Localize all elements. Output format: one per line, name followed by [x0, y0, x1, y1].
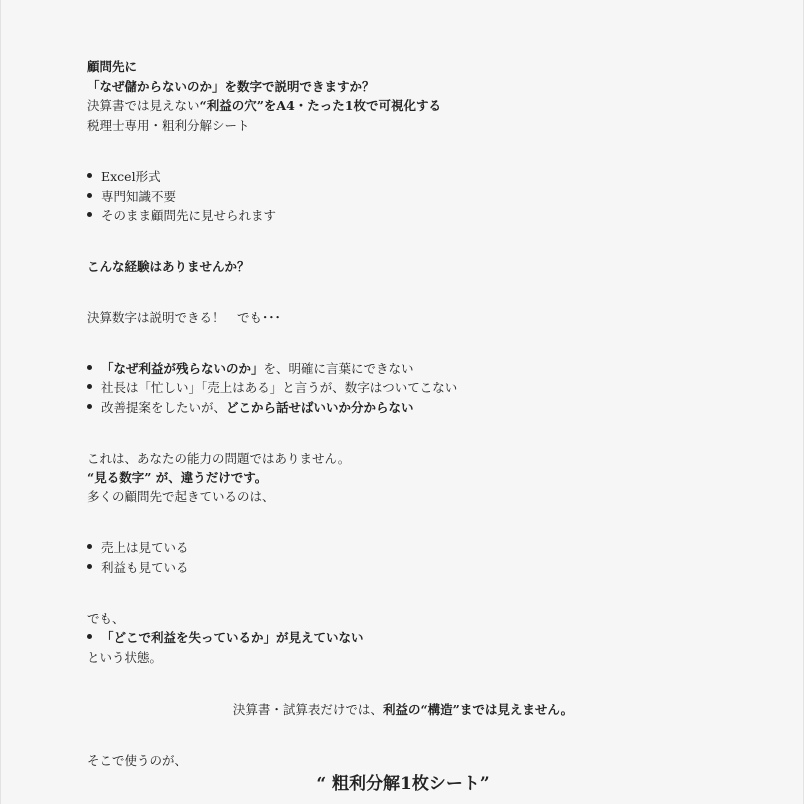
bullet-dot: [87, 544, 92, 549]
bullet-dot: [87, 212, 92, 217]
reassure-line-1: これは、あなたの能力の問題ではありません。: [87, 451, 351, 466]
reassure-line-2: “見る数字” が、違うだけです。: [87, 470, 268, 485]
statement-bold: 利益の“構造”までは見えません。: [382, 702, 574, 717]
bullet-dot: [87, 193, 92, 198]
but-bullet: [87, 629, 364, 647]
pain-text: 改善提案をしたいが、: [101, 400, 227, 415]
feature-text: Excel形式: [101, 169, 161, 184]
seen-item: [87, 539, 189, 557]
seen-item: [87, 559, 189, 577]
lead-text: 決算数字は説明できる！ でも･･･: [87, 310, 281, 325]
hero-subline-pre: 決算書では見えない: [87, 98, 200, 113]
pain-bold: どこから話せばいいか分からない: [226, 400, 414, 415]
but-line-3: という状態。: [87, 650, 163, 665]
feature-item: [87, 188, 176, 206]
bullet-dot: [87, 365, 92, 370]
question-heading: こんな経験はありませんか？: [87, 259, 250, 274]
feature-text: そのまま顧問先に見せられます: [101, 208, 277, 223]
seen-text: 利益も見ている: [101, 560, 189, 575]
hero-headline: 「なぜ儲からないのか」を数字で説明できますか？: [87, 79, 375, 94]
pain-bold: 「なぜ利益が残らないのか」: [101, 361, 264, 376]
hero-subline: [87, 97, 441, 115]
seen-text: 売上は見ている: [101, 540, 189, 555]
closing-title: “ 粗利分解1枚シート”: [316, 774, 490, 794]
pain-text: 社長は「忙しい」「売上はある」と言うが、数字はついてこない: [101, 380, 458, 395]
feature-text: 専門知識不要: [101, 189, 177, 204]
pain-text: を、明確に言葉にできない: [263, 361, 414, 376]
reassure-line-3: 多くの顧問先で起きているのは、: [87, 489, 275, 504]
but-bullet-text: 「どこで利益を失っているか」が見えていない: [101, 630, 364, 645]
feature-item: [87, 168, 161, 186]
bullet-dot: [87, 384, 92, 389]
bullet-dot: [87, 173, 92, 178]
statement-pre: 決算書・試算表だけでは、: [232, 702, 383, 717]
pain-item: [87, 399, 414, 417]
hero-product-label: 税理士専用・粗利分解シート: [87, 118, 250, 133]
but-line: でも、: [87, 611, 125, 626]
bullet-dot: [87, 634, 92, 639]
hero-line-1: 顧問先に: [87, 59, 138, 74]
bullet-dot: [87, 564, 92, 569]
bullet-dot: [87, 404, 92, 409]
hero-subline-bold: “利益の穴”をA4・たった1枚で可視化する: [199, 98, 441, 113]
statement: [1, 701, 804, 719]
feature-item: [87, 207, 276, 225]
pain-item: [87, 379, 457, 397]
pain-item: [87, 360, 414, 378]
closing-line: そこで使うのが、: [87, 753, 188, 768]
